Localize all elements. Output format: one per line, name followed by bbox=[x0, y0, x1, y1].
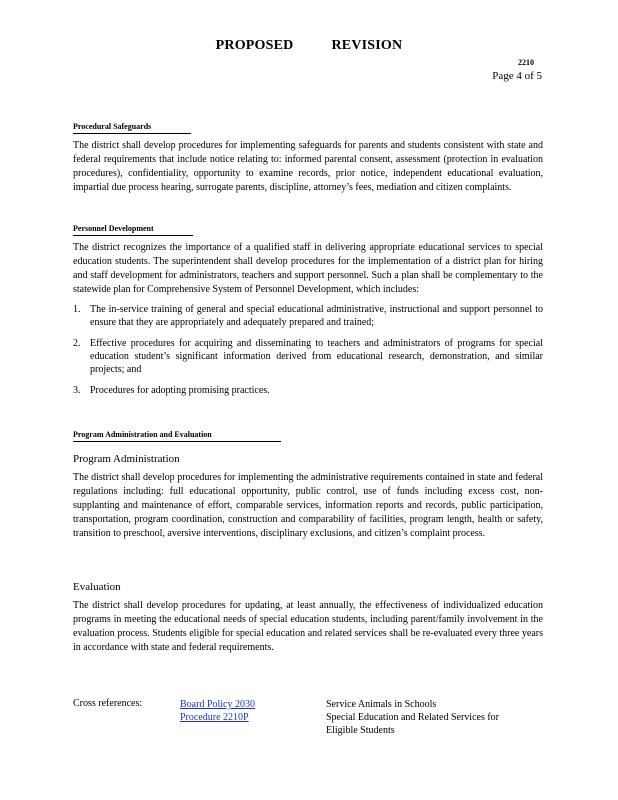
section-body: The district shall develop procedures for updating, at least annually, the effectiveness of individualized education programs in meeting the educational needs of special education students, including parent/family involvement in the evaluation process. Students eligible for special education and related services shall be re-evaluated every three years in accordance with state and federal requirements. bbox=[73, 600, 543, 653]
title-word-revision: REVISION bbox=[331, 38, 403, 53]
list-number: 1. bbox=[73, 304, 81, 315]
section-heading: Procedural Safeguards bbox=[73, 122, 191, 134]
cross-reference-links bbox=[180, 698, 255, 724]
section-body: The district shall develop procedures for implementing the administrative requirements contained in state and federal regulations including: full educational opportunity, public control, use of funds including excess cost, non-supplanting and maintenance of effort, comparable services, information reports and records, public participation, transportation, program coordination, construction and comparability of facilities, program length, health or safety, transition to preschool, aversive interventions, disciplinary exclusions, and citizen’s complaint process. bbox=[73, 472, 543, 539]
section-personnel-development bbox=[73, 218, 543, 405]
list-number: 3. bbox=[73, 385, 81, 396]
reference-description: Service Animals in Schools bbox=[326, 699, 437, 710]
policy-number: 2210 bbox=[518, 58, 534, 67]
section-body: The district shall develop procedures for implementing safeguards for parents and students consistent with state and federal requirements that include notice relating to: informed parental consent, assessment (protection in evaluation procedures), confidentiality, opportunity to examine records, prior notice, independent educational evaluation, impartial due process hearing, surrogate parents, discipline, attorney’s fees, mediation and citizen complaints. bbox=[73, 140, 543, 193]
section-body: The district recognizes the importance of a qualified staff in delivering appropriate educational services to special education students. The superintendent shall develop procedures for the implementation of a district plan for hiring and staff development for administrators, teachers and support personnel. Such a plan shall be complementary to the statewide plan for Comprehensive System of Personnel Development, which includes: bbox=[73, 242, 543, 295]
subsection-heading: Program Administration bbox=[73, 453, 180, 465]
list-text: Procedures for adopting promising practices. bbox=[90, 385, 270, 396]
reference-description: Special Education and Related Services for Eligible Students bbox=[326, 712, 499, 736]
section-program-administration bbox=[73, 424, 543, 541]
page-title bbox=[0, 38, 618, 54]
subsection-heading: Evaluation bbox=[73, 581, 121, 593]
development-list bbox=[73, 303, 543, 397]
board-policy-link[interactable]: Board Policy 2030 bbox=[180, 699, 255, 710]
section-heading: Personnel Development bbox=[73, 224, 193, 236]
cross-references-label: Cross references: bbox=[73, 698, 143, 709]
list-item bbox=[73, 303, 543, 329]
procedure-link[interactable]: Procedure 2210P bbox=[180, 712, 249, 723]
title-word-proposed: PROPOSED bbox=[215, 38, 294, 53]
cross-reference-descriptions bbox=[326, 698, 533, 737]
list-item bbox=[73, 337, 543, 376]
list-text: The in-service training of general and special educational administrative, instructional and support personnel to ensure that they are appropriately and adequately prepared and trained; bbox=[90, 304, 543, 328]
list-number: 2. bbox=[73, 338, 81, 349]
section-procedural-safeguards bbox=[73, 116, 543, 195]
section-heading: Program Administration and Evaluation bbox=[73, 430, 281, 442]
section-evaluation bbox=[73, 580, 543, 655]
page-number: Page 4 of 5 bbox=[492, 70, 542, 82]
list-text: Effective procedures for acquiring and disseminating to teachers and administrators of programs for special education student’s significant information derived from educational research, demonstration, and similar projects; and bbox=[90, 338, 543, 375]
list-item bbox=[73, 384, 543, 397]
